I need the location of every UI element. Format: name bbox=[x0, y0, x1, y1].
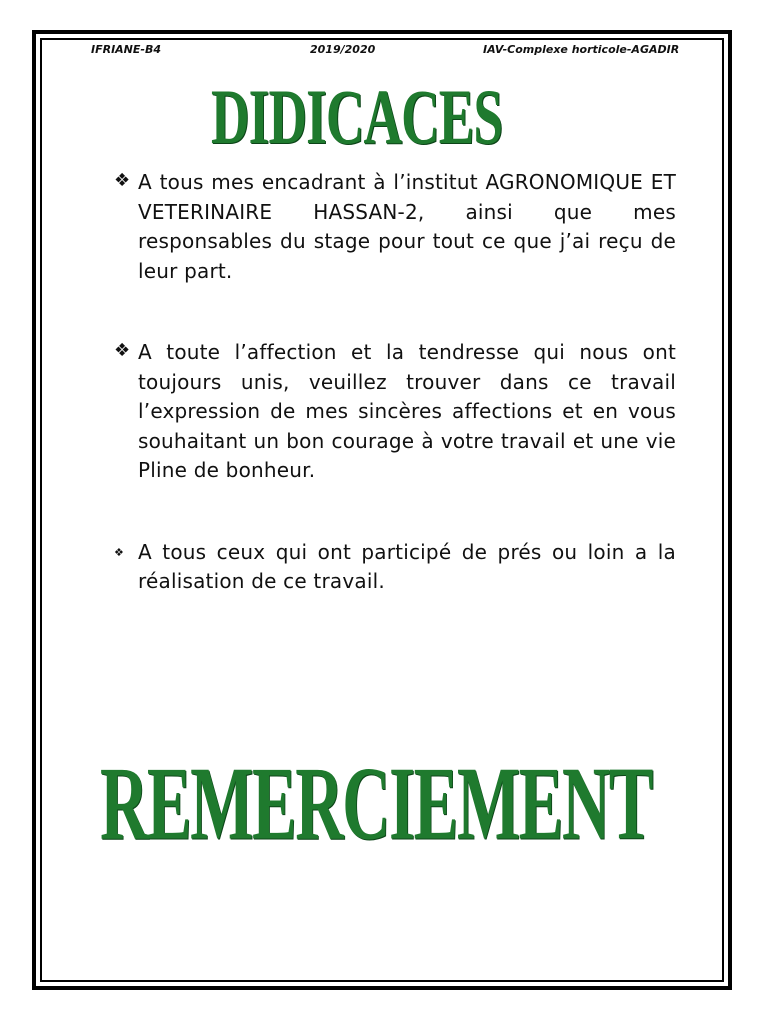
diamond-dots-icon: ❖ bbox=[114, 545, 125, 559]
list-item bbox=[114, 538, 676, 597]
dedication-title: DIDICACES bbox=[211, 72, 503, 161]
header-left-code: IFRIANE-B4 bbox=[91, 43, 162, 56]
list-item bbox=[114, 168, 676, 286]
diamond-dots-icon: ❖ bbox=[114, 170, 131, 191]
dedication-list bbox=[114, 168, 676, 597]
list-item-text: A tous mes encadrant à l’institut AGRONOMIQUE ET VETERINAIRE HASSAN-2, ainsi que mes responsables du stage pour tout ce que j’ai reçu de leur part. bbox=[138, 170, 676, 283]
diamond-dots-icon: ❖ bbox=[114, 340, 131, 361]
header-institution: IAV-Complexe horticole-AGADIR bbox=[483, 43, 680, 56]
list-item bbox=[114, 338, 676, 486]
list-item-text: A toute l’affection et la tendresse qui nous ont toujours unis, veuillez trouver dans ce travail l’expression de mes sincères affections et en vous souhaitant un bon courage à votre travail et une vie Pline de bonheur. bbox=[138, 340, 676, 482]
header-year: 2019/2020 bbox=[310, 43, 376, 56]
list-item-text: A tous ceux qui ont participé de prés ou loin a la réalisation de ce travail. bbox=[138, 539, 676, 593]
page-header bbox=[0, 43, 768, 59]
acknowledgement-title: REMERCIEMENT bbox=[100, 745, 653, 862]
